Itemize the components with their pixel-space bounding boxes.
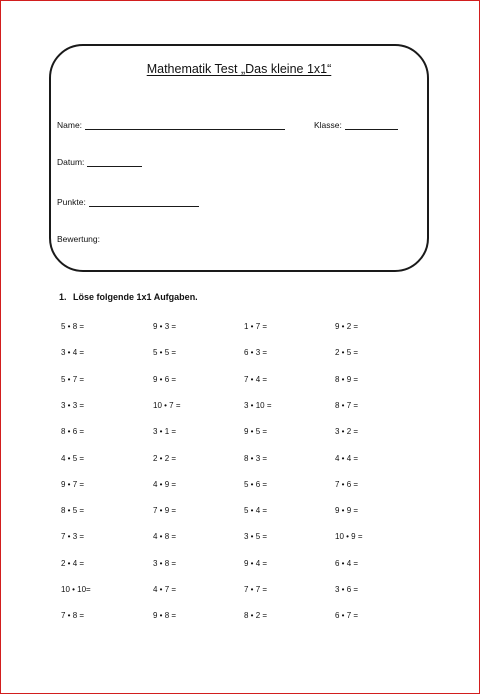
class-label: Klasse: [314,120,342,130]
problem-item: 3 • 2 = [335,427,359,437]
problem-item: 7 • 4 = [244,374,268,384]
problem-item: 9 • 7 = [61,479,85,489]
problem-item: 8 • 5 = [61,506,85,516]
problem-item: 4 • 7 = [153,585,177,594]
problem-item: 9 • 6 = [153,374,177,384]
problem-item: 3 • 4 = [61,348,85,358]
problem-item: 6 • 3 = [244,348,268,358]
problem-item: 1 • 7 = [244,322,268,331]
problem-item: 4 • 8 = [153,532,177,542]
problem-item: 2 • 4 = [61,558,85,568]
problem-item: 10 • 7 = [153,400,181,410]
test-title: Mathematik Test „Das kleine 1x1“ [146,62,332,76]
problem-item: 4 • 4 = [335,453,359,463]
problem-item: 9 • 4 = [244,558,268,568]
problem-item: 4 • 5 = [61,453,85,463]
problem-item: 9 • 2 = [335,322,359,331]
problem-item: 7 • 7 = [244,585,268,594]
problem-item: 3 • 10 = [244,400,272,410]
problem-item: 9 • 5 = [244,427,268,437]
problem-item: 6 • 4 = [335,558,359,568]
problem-item: 8 • 2 = [244,611,268,621]
problem-item: 9 • 8 = [153,611,177,621]
problem-item: 3 • 5 = [244,532,268,542]
name-label: Name: [57,120,83,130]
problem-item: 6 • 7 = [335,611,359,621]
points-label: Punkte: [57,197,86,207]
problem-item: 8 • 6 = [61,427,85,437]
task-number: 1. [59,292,67,302]
problem-item: 10 • 9 = [335,532,363,542]
problem-item: 10 • 10= [61,585,91,594]
problem-item: 5 • 4 = [244,506,268,516]
problem-item: 3 • 3 = [61,400,85,410]
problem-item: 7 • 3 = [61,532,85,542]
problem-item: 4 • 9 = [153,479,177,489]
problem-item: 7 • 8 = [61,611,85,621]
problem-item: 8 • 7 = [335,400,359,410]
problem-item: 5 • 8 = [61,322,85,331]
grade-label: Bewertung: [57,234,100,244]
problem-item: 9 • 3 = [153,322,177,331]
problem-item: 2 • 5 = [335,348,359,358]
problem-item: 9 • 9 = [335,506,359,516]
problem-item: 3 • 1 = [153,427,177,437]
problem-item: 8 • 3 = [244,453,268,463]
problem-item: 3 • 6 = [335,585,359,594]
problem-item: 5 • 7 = [61,374,85,384]
problem-item: 5 • 5 = [153,348,177,358]
problem-item: 7 • 6 = [335,479,359,489]
problem-item: 2 • 2 = [153,453,177,463]
date-label: Datum: [57,157,85,167]
task-instruction: Löse folgende 1x1 Aufgaben. [73,292,198,302]
problem-item: 5 • 6 = [244,479,268,489]
problem-item: 3 • 8 = [153,558,177,568]
problem-item: 8 • 9 = [335,374,359,384]
problem-item: 7 • 9 = [153,506,177,516]
